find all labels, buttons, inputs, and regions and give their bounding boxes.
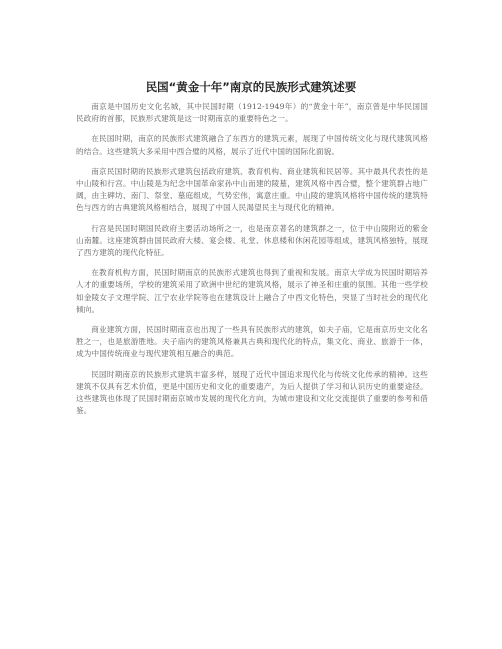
paragraph-4: 行宫是民国时期国民政府主要活动场所之一，也是南京著名的建筑群之一，位于中山陵附近的紫金山南麓。这座建筑群由国民政府大楼、宴会楼、礼堂、休息楼和休闲花园等组成，建筑风格独特，展现了西方建筑的现代化特征。: [76, 223, 428, 258]
document-title: 民国“黄金十年”南京的民族形式建筑述要: [145, 80, 357, 94]
paragraph-6: 商业建筑方面，民国时期南京也出现了一些具有民族形式的建筑，如夫子庙，它是南京历史文化名胜之一，也是旅游胜地。夫子庙内的建筑风格兼具古典和现代化的特点，集文化、商业、旅游于一体，成为中国传统商业与现代建筑相互融合的典范。: [76, 325, 428, 359]
paragraph-2: 在民国时期，南京的民族形式建筑融合了东西方的建筑元素，展现了中国传统文化与现代建筑风格的结合。这些建筑大多采用中西合璧的风格，展示了近代中国的国际化面貌。: [76, 134, 428, 156]
paragraph-7: 民国时期南京的民族形式建筑丰富多样，展现了近代中国追求现代化与传统文化传承的精神。这些建筑不仅具有艺术价值，更是中国历史和文化的重要遗产，为后人提供了学习和认识历史的重要途径。这些建筑也体现了民国时期南京城市发展的现代化方向，为城市建设和文化交流提供了重要的参考和借鉴。: [76, 369, 428, 416]
paragraph-3: 南京民国时期的民族形式建筑包括政府建筑、教育机构、商业建筑和民居等。其中最具代表性的是中山陵和行宫。中山陵是为纪念中国革命家孙中山而建的陵墓，建筑风格中西合璧，整个建筑群占地广阔，由主碑坊、南门、祭堂、墓庭组成，气势宏伟，寓意庄重。中山陵的建筑风格将中国传统的建筑特色与西方的古典建筑风格相结合，展现了中国人民渴望民主与现代化的精神。: [76, 166, 428, 213]
paragraph-5: 在教育机构方面，民国时期南京的民族形式建筑也得到了重视和发展。南京大学成为民国时期培养人才的重要场所，学校的建筑采用了欧洲中世纪的建筑风格，展示了神圣和庄重的氛围。其他一些学校如金陵女子文理学院、江宁农业学院等也在建筑设计上融合了中西文化特色，突显了当时社会的现代化倾向。: [76, 268, 428, 314]
paragraph-1: 南京是中国历史文化名城，其中民国时期（1912-1949年）的“黄金十年”，南京曾是中华民国国民政府的首都，民族形式建筑是这一时期南京的重要特色之一。: [76, 102, 428, 124]
document-body: [76, 101, 428, 425]
